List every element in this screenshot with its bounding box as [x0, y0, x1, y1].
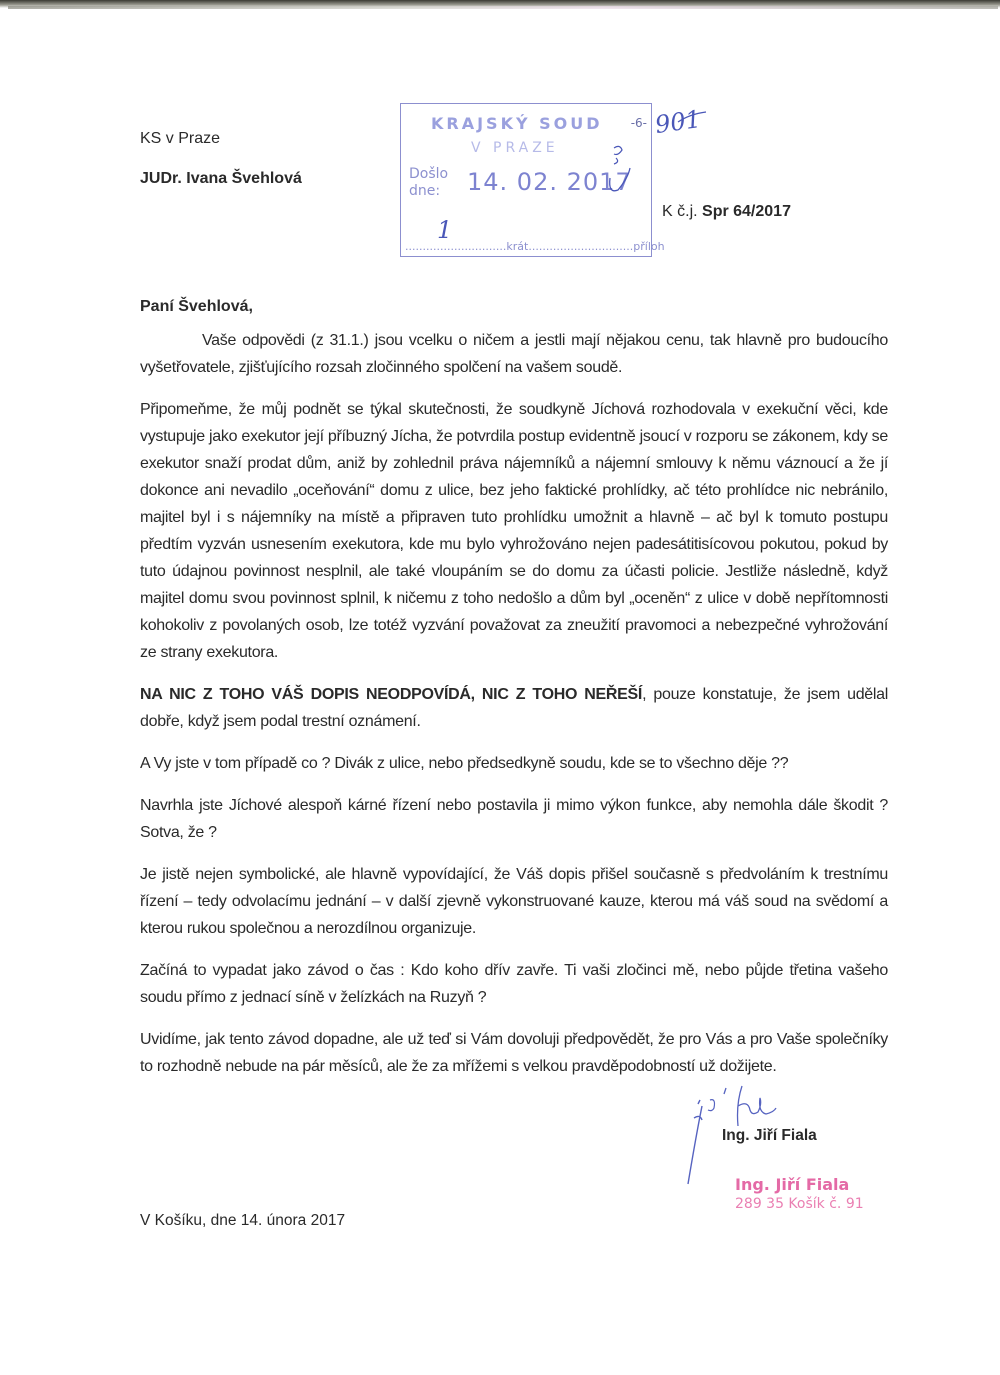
recipient-name: JUDr. Ivana Švehlová: [140, 170, 302, 187]
stamp-received-label-2: dne:: [409, 183, 441, 199]
stamp-attachments-label: příloh: [633, 240, 665, 253]
paragraph-3-emphasis: NA NIC Z TOHO VÁŠ DOPIS NEODPOVÍDÁ, NIC Z TOHO NEŘEŠÍ: [140, 686, 643, 703]
handwritten-note: 901: [653, 104, 703, 140]
paragraph-3-rest: pouze konstatuje, že jsem udělal dobře, když jsem podal trestní oznámení.: [140, 686, 888, 730]
stamp-copies-label: krát: [506, 240, 529, 253]
paragraph-3: NA NIC Z TOHO VÁŠ DOPIS NEODPOVÍDÁ, NIC Z TOHO NEŘEŠÍ, pouze konstatuje, že jsem udělal dobře, když jsem podal trestní oznámení.: [140, 686, 888, 730]
stamp-court: KRAJSKÝ SOUD: [431, 114, 603, 133]
stamp-copies-line: .............................krát..............................příloh: [405, 240, 665, 253]
seal-name: Ing. Jiří Fiala: [735, 1175, 850, 1194]
salutation: Paní Švehlová,: [140, 298, 253, 315]
typed-signature-name: Ing. Jiří Fiala: [722, 1127, 817, 1144]
stamp-received-label: [409, 166, 448, 200]
handwritten-strokes: [650, 108, 710, 138]
place-and-date: V Košíku, dne 14. února 2017: [140, 1212, 346, 1229]
scan-edge-shadow: [8, 6, 998, 9]
stamp-number: -6-: [630, 116, 647, 130]
seal-address: 289 35 Košík č. 91: [735, 1196, 864, 1212]
reference-number: [662, 203, 791, 221]
paragraph-7: Začíná to vypadat jako závod o čas : Kdo koho dřív zavře. Ti vaši zločinci mě, nebo půjde třetina vašeho soudu přímo z jednací síně v želízkách na Ruzyň ?: [140, 962, 888, 1006]
letter-body: [140, 293, 888, 1095]
reference-value: Spr 64/2017: [702, 203, 791, 220]
stamp-date: 14. 02. 2017: [467, 168, 632, 196]
stamp-handwritten-copies: 1: [437, 216, 453, 244]
paragraph-8: Uvidíme, jak tento závod dopadne, ale už teď si Vám dovoluji předpovědět, že pro Vás a pro Vaše společníky to rozhodně nebude na pár měsíců, ale že za mřížemi s velkou pravděpodobností už dožijete.: [140, 1031, 888, 1075]
recipient-court: KS v Praze: [140, 130, 221, 147]
paragraph-4: A Vy jste v tom případě co ? Divák z ulice, nebo předsedkyně soudu, kde se to všechno děje ??: [140, 755, 789, 772]
reference-prefix: K č.j.: [662, 203, 698, 220]
stamp-city: V PRAZE: [471, 140, 559, 156]
paragraph-5: Navrhla jste Jíchové alespoň kárné řízení nebo postavila ji mimo výkon funkce, aby nemohla dále škodit ? Sotva, že ?: [140, 797, 888, 841]
stamp-received-label-1: Došlo: [409, 166, 449, 182]
personal-seal: [735, 1175, 864, 1212]
paragraph-1: Vaše odpovědi (z 31.1.) jsou vcelku o ničem a jestli mají nějakou cenu, tak hlavně pro budoucího vyšetřovatele, zjišťujícího rozsah zločinného spolčení na vašem soudě.: [140, 332, 888, 376]
paragraph-2: Připomeňme, že můj podnět se týkal skutečnosti, že soudkyně Jíchová rozhodovala v exekuční věci, kde vystupuje jako exekutor její příbuzný Jícha, že potvrdila postup evidentně jsoucí v rozporu se zákonem, kdy se exekutor snaží prodat dům, aniž by zohlednil práva nájemníků a nájemní smlouvy k němu váznoucí a že jí dokonce ani nevadilo „oceňování“ domu z ulice, bez jeho faktické prohlídky, ač této prohlídce nic nebránilo, majitel byl i s nájemníky na místě a připraven tuto prohlídku umožnit a hlavně – ač byl k tomuto postupu předtím vyzván usnesením exekutora, kde mu bylo vyhrožováno nejen padesátitisícovou pokutou, pokud by tuto údajnou povinnost nesplnil, ale také vloupáním se do domu za účasti policie. Jestliže následně, když majitel domu svou povinnost splnil, k ničemu z toho nedošlo a dům byl „oceněn“ z ulice v době nepřítomnosti kohokoliv z povolaných osob, lze totéž vyzvání považovat za zneužití pravomoci a nebezpečné vyhrožování ze strany exekutora.: [140, 401, 888, 661]
handwritten-initials: [600, 140, 640, 200]
paragraph-6: Je jistě nejen symbolické, ale hlavně vypovídající, že Váš dopis přišel současně s předvoláním k trestnímu řízení – tedy odvolacímu jednání – v další zjevně vykonstruované kauze, kterou má váš soud na svědomí a kterou rukou společnou a nerozdílnou organizuje.: [140, 866, 888, 937]
